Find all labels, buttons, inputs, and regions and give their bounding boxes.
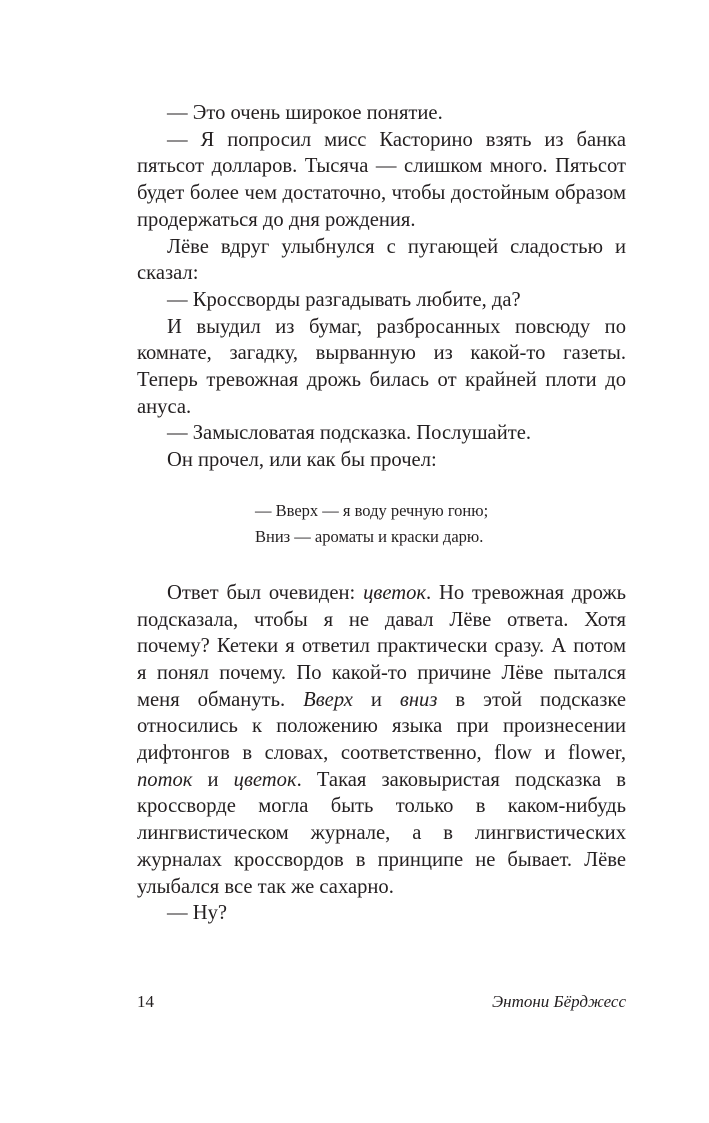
text-run: в этой подсказке относились к положению языка при произнесении дифтонгов в словах, соответственно, flow и flower,: [137, 688, 626, 765]
verse-line: Вниз — ароматы и краски дарю.: [255, 526, 484, 546]
text-run: . Но тревожная дрожь подсказала, чтобы я не давал Лёве ответа. Хотя почему? Кетеки я ответил практически сразу. А потом я понял почему. По какой-то причине Лёве пытался меня обмануть.: [137, 581, 626, 711]
italic-word: цветок: [233, 768, 297, 791]
paragraph: — Я попросил мисс Касторино взять из банка пятьсот долларов. Тысяча — слишком много. Пятьсот будет более чем достаточно, чтобы достойным образом продержаться до дня рождения.: [137, 128, 626, 231]
paragraph: Он прочел, или как бы прочел:: [167, 449, 437, 472]
paragraph: Лёве вдруг улыбнулся с пугающей сладостью и сказал:: [137, 235, 626, 285]
italic-word: цветок: [363, 581, 427, 604]
text-run: Ответ был очевиден:: [167, 581, 364, 604]
paragraph: — Замысловатая подсказка. Послушайте.: [167, 422, 532, 445]
answer-paragraph: [137, 580, 626, 900]
running-head-author: Энтони Бёрджесс: [492, 992, 626, 1011]
italic-word: вниз: [399, 688, 438, 711]
italic-word: Вверх: [303, 688, 353, 711]
text-run: и: [192, 768, 234, 791]
page-footer: [137, 992, 626, 1016]
page-body: [137, 100, 626, 927]
italic-word: поток: [137, 768, 193, 791]
crossword-clue-verse: [137, 498, 626, 550]
text-run: . Такая заковыристая подсказка в кроссворде могла быть только в каком-нибудь лингвистическом журнале, а в лингвистических журналах кроссвордов в принципе не бывает. Лёве улыбался все так же сахарно.: [137, 768, 626, 898]
paragraph: — Кроссворды разгадывать любите, да?: [167, 288, 521, 311]
verse-line: — Вверх — я воду речную гоню;: [255, 500, 489, 520]
page-number: 14: [137, 992, 154, 1011]
paragraph: — Ну?: [167, 902, 228, 925]
text-run: и: [352, 688, 400, 711]
paragraph: И выудил из бумаг, разбросанных повсюду по комнате, загадку, вырванную из какой-то газеты. Теперь тревожная дрожь билась от крайней плоти до ануса.: [137, 315, 626, 418]
paragraph: — Это очень широкое понятие.: [167, 102, 443, 124]
